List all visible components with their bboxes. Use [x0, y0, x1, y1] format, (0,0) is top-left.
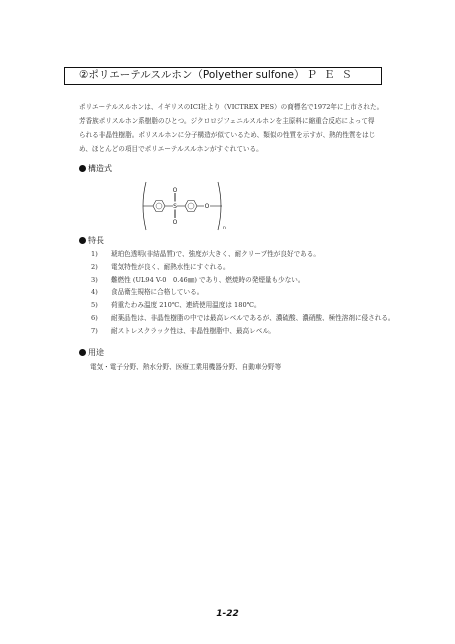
list-item-text: 難燃性 (UL94 V-0 0.46㎜) であり、燃焼時の発煙量も少ない。	[111, 275, 305, 284]
list-item	[91, 248, 401, 261]
list-item-number: 3)	[91, 275, 98, 284]
intro-line: られる非晶性樹脂。ポリスルホンに分子構造が似ているため、類似の性質を示すが、熱的性質をはじ	[79, 131, 376, 139]
list-item-text: 耐薬品性は、非晶性樹脂の中では最高レベルであるが、濃硫酸、濃硝酸、極性溶剤に侵される。	[111, 313, 395, 322]
list-item	[91, 286, 401, 299]
structure-heading-label: 構造式	[88, 164, 112, 173]
intro-line: 芳香族ポリスルホン系樹脂のひとつ。ジクロロジフェニルスルホンを主原料に縮重合反応によって得	[79, 117, 375, 125]
sulfonyl-oxygen-bottom: O	[172, 219, 178, 226]
list-item-text: 荷重たわみ温度 210℃、連続使用温度は 180℃。	[111, 301, 261, 310]
intro-paragraph	[79, 100, 399, 156]
benzene-ring-left	[153, 201, 165, 212]
list-item-text: 耐ストレスクラック性は、非晶性樹脂中、最高レベル。	[111, 326, 275, 335]
title-box	[64, 67, 382, 85]
list-item	[91, 299, 401, 312]
list-item-number: 5)	[91, 301, 98, 310]
uses-text: 電気・電子分野、熱水分野、医療工業用機器分野、自動車分野等	[90, 363, 282, 371]
sulfur-atom: S	[173, 203, 177, 210]
sulfonyl-oxygen-top: O	[172, 187, 178, 194]
title-abbreviation: ＰＥＳ	[306, 69, 359, 81]
repeat-subscript: n	[223, 226, 226, 231]
list-item	[91, 312, 401, 325]
ether-oxygen: O	[204, 203, 210, 210]
page-title: ②ポリエーテルスルホン（Polyether sulfone）	[79, 69, 305, 81]
list-item-number: 4)	[91, 288, 98, 297]
features-heading-label: 特長	[88, 236, 104, 245]
structural-formula	[140, 180, 240, 232]
list-item	[91, 274, 401, 287]
list-item-number: 7)	[91, 326, 98, 335]
uses-heading-label: 用途	[88, 348, 104, 357]
list-item	[91, 261, 401, 274]
structure-heading	[79, 163, 112, 174]
list-item-number: 6)	[91, 313, 98, 322]
list-item-text: 琥珀色透明(非結晶質)で、強度が大きく、耐クリープ性が良好である。	[111, 250, 320, 258]
bullet-icon	[79, 165, 86, 172]
benzene-ring-right	[185, 201, 197, 212]
bullet-icon	[79, 237, 86, 244]
features-heading	[79, 235, 104, 246]
list-item-number: 1)	[91, 250, 98, 258]
list-item-number: 2)	[91, 262, 98, 271]
list-item	[91, 325, 401, 338]
uses-heading	[79, 347, 104, 358]
intro-line: め、ほとんどの項目でポリエーテルスルホンがすぐれている。	[79, 145, 263, 153]
features-list	[91, 248, 401, 338]
page-number: 1-22	[216, 609, 239, 619]
intro-line: ポリエーテルスルホンは、イギリスのICI社より（VICTREX PES）の商標名で1972年に上市された。	[79, 103, 384, 111]
bullet-icon	[79, 349, 86, 356]
list-item-text: 電気特性が良く、耐熱水性にすぐれる。	[111, 262, 230, 271]
list-item-text: 食品衛生規格に合格している。	[111, 288, 204, 297]
